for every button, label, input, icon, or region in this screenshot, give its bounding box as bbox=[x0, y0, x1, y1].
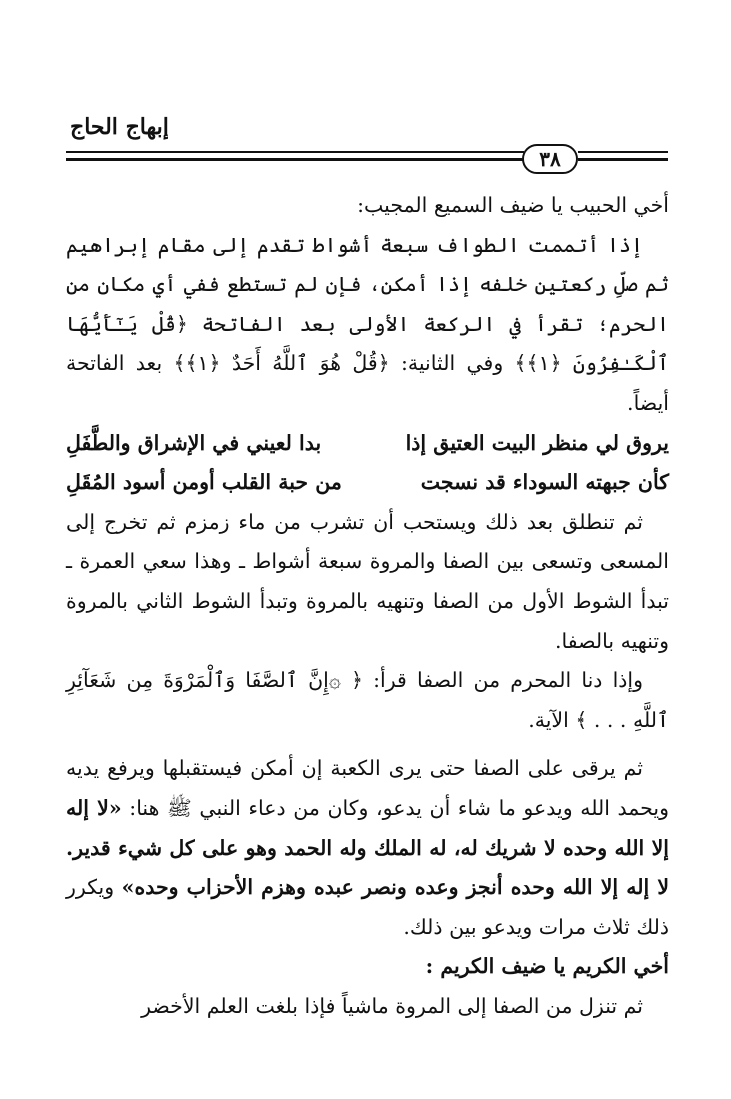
poem-hemistich: كأن جبهته السوداء قد نسجت bbox=[420, 470, 669, 495]
spacer bbox=[66, 740, 669, 749]
poem-hemistich: بدا لعيني في الإشراق والطَّفَلِ bbox=[66, 430, 322, 455]
dua-text: «لا إله إلا الله وحده لا شريك له، له الملك وله الحمد وهو على كل شيء قدير. لا إله إلا الله وحده أنجز وعده ونصر عبده وهزم الأحزاب وحده» bbox=[66, 795, 670, 900]
greeting-paragraph: أخي الحبيب يا ضيف السميع المجيب: bbox=[357, 193, 669, 217]
paragraph-sai: ثم تنطلق بعد ذلك ويستحب أن تشرب من ماء زمزم ثم تخرج إلى المسعى وتسعى بين الصفا والمروة سبعة أشواط ـ وهذا سعي العمرة ـ تبدأ الشوط الأول من الصفا وتنهيه بالمروة وتبدأ الشوط الثاني بالمروة وتنهيه بالصفا. bbox=[66, 509, 669, 653]
main-text bbox=[66, 186, 669, 1026]
poem-line bbox=[66, 463, 669, 503]
text-span: وإذا دنا المحرم من الصفا قرأ: bbox=[363, 668, 643, 693]
poem-line bbox=[66, 424, 669, 464]
poem-hemistich: يروق لي منظر البيت العتيق إذا bbox=[405, 430, 669, 455]
poem bbox=[66, 424, 669, 503]
header-rule-left-top bbox=[66, 151, 524, 153]
text-span: ثم يرقى على الصفا حتى يرى الكعبة إن أمكن فيستقبلها ويرفع يديه ويحمد الله ويدعو ما شاء أن يدعو، وكان من دعاء النبي ﷺ هنا: bbox=[66, 756, 669, 820]
paragraph-prayer: إذا أتممت الطواف سبعة أشواط تقدم إلى مقام إبراهيم ثم صلِّ ركعتين خلفه إذا أمكن، فإن لم تستطع ففي أي مكان من الحرم؛ تقرأ في الركعة الأولى بعد الفاتحة ﴿قُلْ يَـٰٓأَيُّهَا ٱلْكَـٰفِرُونَ ﴿١﴾﴾ وفي الثانية: ﴿قُلْ هُوَ ٱللَّهُ أَحَدٌ ﴿١﴾﴾ بعد الفاتحة أيضاً. bbox=[66, 232, 670, 415]
header-rule-right-bottom bbox=[578, 158, 668, 161]
quran-verse: ﴿ ۞إِنَّ ٱلصَّفَا وَٱلْمَرْوَةَ مِن شَعَآئِرِ ٱللَّهِ . . . ﴾ bbox=[66, 668, 669, 732]
poem-hemistich: من حبة القلب أومن أسود المُقَلِ bbox=[66, 470, 342, 495]
header-rule-left-bottom bbox=[66, 158, 524, 161]
text-span: ويكرر ذلك ثلاث مرات ويدعو بين ذلك. bbox=[66, 875, 669, 939]
running-title: إبهاج الحاج bbox=[70, 114, 169, 140]
paragraph-safa bbox=[66, 661, 669, 740]
greeting-heading: أخي الكريم يا ضيف الكريم : bbox=[425, 954, 669, 979]
paragraph-dua bbox=[66, 749, 669, 947]
page-number: ٣٨ bbox=[522, 144, 578, 174]
paragraph-marwa: ثم تنزل من الصفا إلى المروة ماشياً فإذا بلغت العلم الأخضر bbox=[141, 993, 643, 1018]
text-span: الآية. bbox=[528, 707, 576, 732]
header-rule-right-top bbox=[578, 151, 668, 153]
